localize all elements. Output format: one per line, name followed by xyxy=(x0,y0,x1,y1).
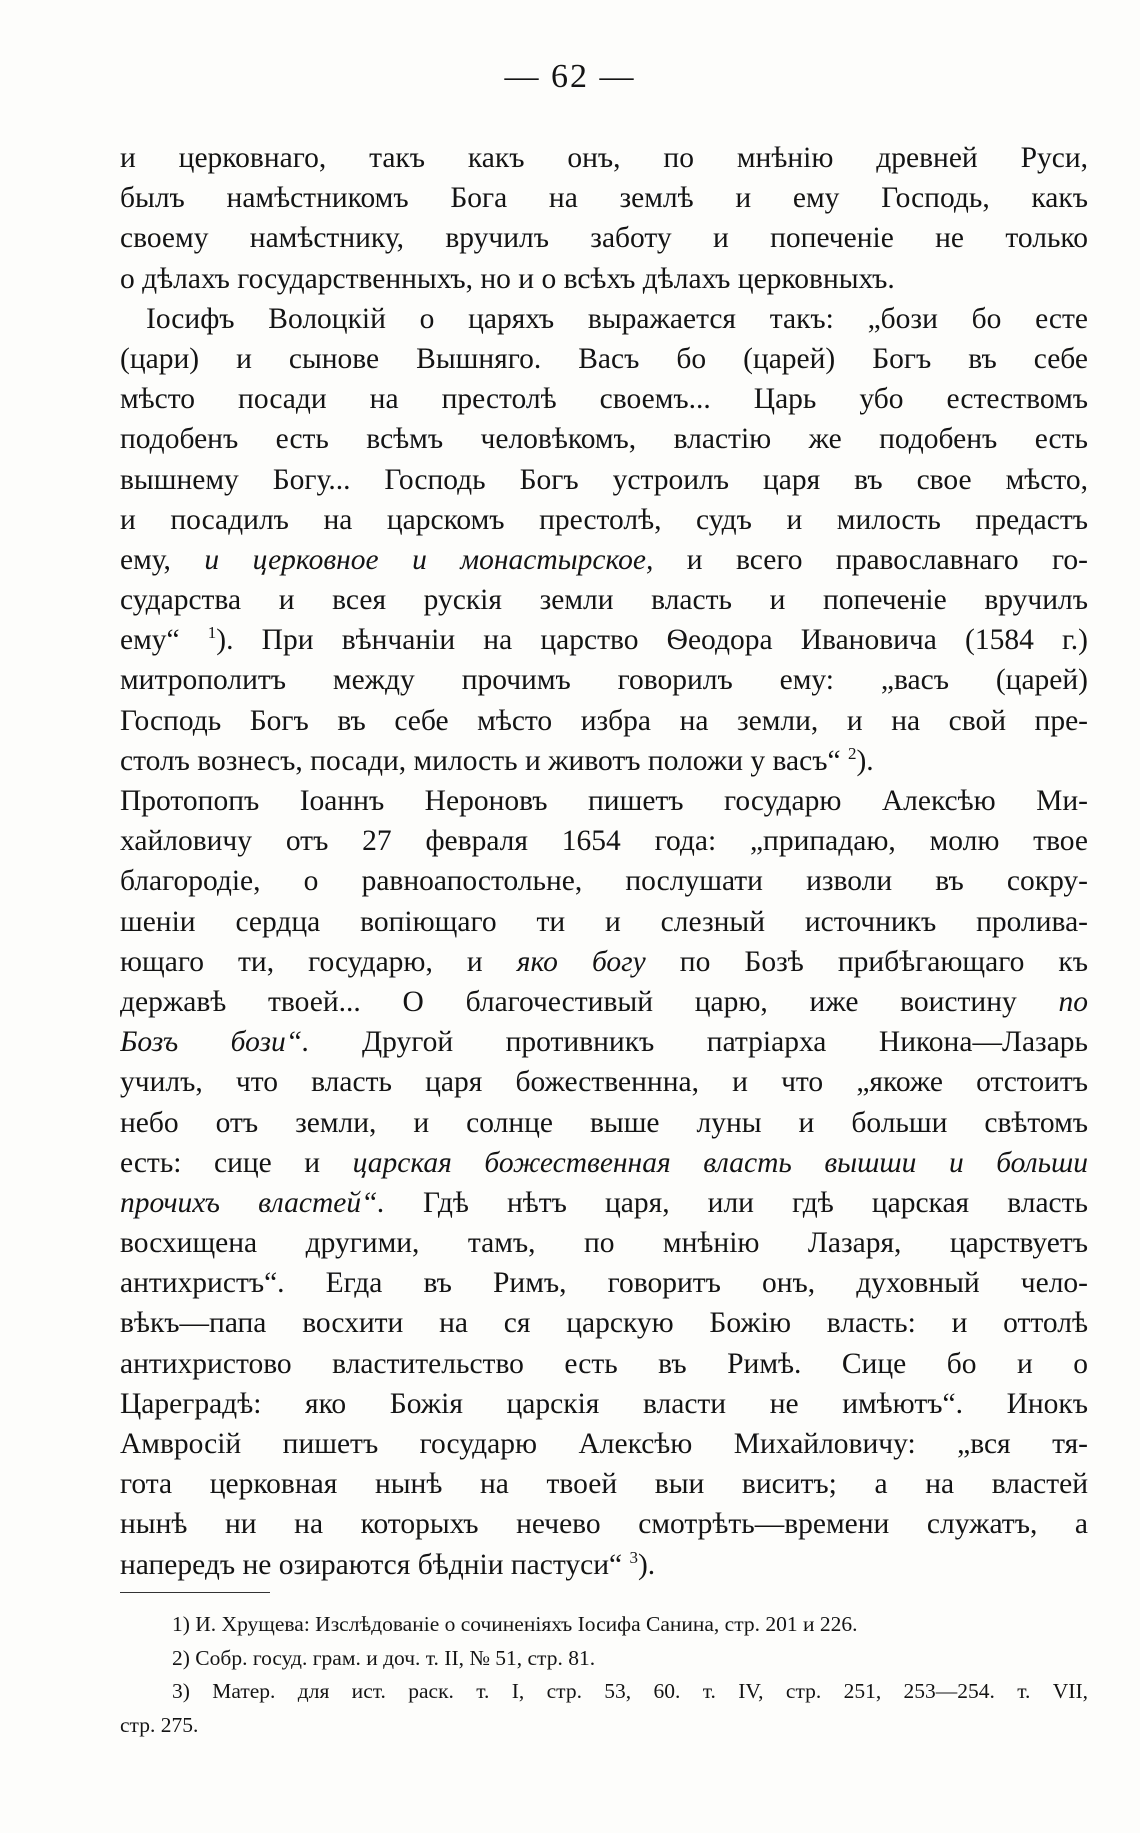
text-line xyxy=(120,419,1088,459)
line-text: ему“ xyxy=(120,624,208,657)
line-text: антихристово властительство есть въ Римѣ. Сице бо и о xyxy=(120,1347,1088,1380)
text-line xyxy=(120,942,1088,982)
line-text: благородіе, о равноапостольне, послушати изволи въ сокру- xyxy=(120,865,1088,898)
line-text: шеніи сердца вопіющаго ти и слезный источникъ пролива- xyxy=(120,905,1088,938)
line-text: митрополитъ между прочимъ говорилъ ему: „васъ (царей) xyxy=(120,664,1088,697)
line-text: напередъ не озираются бѣдніи пастуси“ xyxy=(120,1548,630,1581)
italic-text: яко богу xyxy=(516,945,646,978)
line-text: Іосифъ Волоцкій о царяхъ выражается такъ: „бози бо есте xyxy=(146,302,1088,335)
text-line xyxy=(120,500,1088,540)
text-line xyxy=(120,821,1088,861)
italic-text: и церковное и монастырское, xyxy=(204,543,654,576)
italic-text: прочихъ властей“. xyxy=(120,1186,385,1219)
page-number: — 62 — xyxy=(504,58,636,95)
text-line xyxy=(120,620,1088,660)
text-line xyxy=(120,218,1088,258)
text-line xyxy=(120,701,1088,741)
main-text xyxy=(120,138,1088,1585)
line-text: былъ намѣстникомъ Бога на землѣ и ему Господь, какъ xyxy=(120,182,1088,215)
text-line xyxy=(120,861,1088,901)
text-line xyxy=(120,339,1088,379)
text-line xyxy=(120,1263,1088,1303)
line-text: нынѣ ни на которыхъ нечево смотрѣть—времени служатъ, а xyxy=(120,1508,1088,1541)
line-text: вѣкъ—папа восхити на ся царскую Божію власть: и оттолѣ xyxy=(120,1307,1088,1340)
line-text: хайловичу отъ 27 февраля 1654 года: „припадаю, молю твое xyxy=(120,825,1088,858)
text-line xyxy=(120,660,1088,700)
line-text: Цареградѣ: яко Божія царскія власти не имѣютъ“. Инокъ xyxy=(120,1387,1088,1420)
text-line xyxy=(120,1183,1088,1223)
line-text: подобенъ есть всѣмъ человѣкомъ, властію же подобенъ есть xyxy=(120,423,1088,456)
footnote: стр. 275. xyxy=(120,1712,199,1737)
text-line xyxy=(120,580,1088,620)
text-line xyxy=(120,1303,1088,1343)
footnote-separator xyxy=(120,1592,270,1593)
text-line xyxy=(120,741,1088,781)
line-text: ). xyxy=(856,744,874,777)
footnote-ref: 3 xyxy=(629,1547,638,1567)
line-text: антихристъ“. Егда въ Римъ, говоритъ онъ, духовный чело- xyxy=(120,1267,1088,1300)
text-line xyxy=(120,299,1088,339)
footnote: 1) И. Хрущева: Изслѣдованіе о сочиненіяхъ Іосифа Санина, стр. 201 и 226. xyxy=(172,1612,858,1636)
text-line xyxy=(120,138,1088,178)
text-line xyxy=(120,1545,1088,1585)
line-text: своему намѣстнику, вручилъ заботу и попеченіе не только xyxy=(120,222,1088,255)
text-line xyxy=(120,178,1088,218)
text-line xyxy=(120,1424,1088,1464)
line-text: и церковнаго, такъ какъ онъ, по мнѣнію древней Руси, xyxy=(120,142,1088,174)
text-line xyxy=(120,1504,1088,1544)
italic-text: царская божественная власть вышши и больши xyxy=(352,1146,1088,1179)
line-text: вышнему Богу... Господь Богъ устроилъ царя въ свое мѣсто, xyxy=(120,463,1088,496)
footnotes xyxy=(120,1608,1088,1742)
line-text: державѣ твоей... О благочестивый царю, иже воистину xyxy=(120,985,1059,1018)
line-text: Протопопъ Іоаннъ Нероновъ пишетъ государю Алексѣю Ми- xyxy=(120,785,1088,817)
text-line xyxy=(120,1103,1088,1143)
footnote-ref: 1 xyxy=(207,623,217,643)
text-line xyxy=(120,781,1088,821)
line-text: ). xyxy=(637,1548,656,1581)
text-line xyxy=(120,982,1088,1022)
line-text: Господь Богъ въ себе мѣсто избра на земли, и на свой пре- xyxy=(120,704,1088,737)
line-text: столъ вознесъ, посади, милость и животъ положи у васъ“ xyxy=(120,744,848,777)
text-line xyxy=(120,259,1088,299)
line-text: восхищена другими, тамъ, по мнѣнію Лазаря, царствуетъ xyxy=(120,1227,1088,1260)
text-line xyxy=(120,902,1088,942)
italic-text: Бозъ бози“. xyxy=(120,1026,310,1059)
line-text: (цари) и сынове Вышняго. Васъ бо (царей) Богъ въ себе xyxy=(120,342,1088,375)
line-text: сударства и всея рускія земли власть и попеченіе вручилъ xyxy=(120,584,1088,617)
line-text: мѣсто посади на престолѣ своемъ... Царь убо естествомъ xyxy=(120,383,1088,416)
line-text: ). При вѣнчаніи на царство Ѳеодора Ивановича (1584 г.) xyxy=(216,624,1088,657)
line-text: небо отъ земли, и солнце выше луны и больши свѣтомъ xyxy=(120,1106,1088,1139)
line-text: Гдѣ нѣтъ царя, или гдѣ царская власть xyxy=(384,1186,1088,1219)
text-line xyxy=(120,1062,1088,1102)
line-text: о дѣлахъ государственныхъ, но и о всѣхъ дѣлахъ церковныхъ. xyxy=(120,262,895,295)
text-line xyxy=(120,540,1088,580)
footnote: 3) Матер. для ист. раск. т. I, стр. 53, 60. т. IV, стр. 251, 253—254. т. VII, xyxy=(172,1679,1088,1703)
line-text: гота церковная нынѣ на твоей выи виситъ; а на властей xyxy=(120,1468,1088,1501)
line-text: ему, xyxy=(120,543,205,576)
line-text: ющаго ти, государю, и xyxy=(120,945,517,978)
text-line xyxy=(120,379,1088,419)
text-line xyxy=(120,1143,1088,1183)
line-text: и посадилъ на царскомъ престолѣ, судъ и милость предастъ xyxy=(120,503,1088,536)
text-line xyxy=(120,1384,1088,1424)
text-line xyxy=(120,1344,1088,1384)
text-line xyxy=(120,1022,1088,1062)
line-text: Амвросій пишетъ государю Алексѣю Михайловичу: „вся тя- xyxy=(120,1428,1088,1460)
text-line xyxy=(120,1223,1088,1263)
footnote: 2) Собр. госуд. грам. и доч. т. II, № 51, стр. 81. xyxy=(172,1645,596,1670)
text-line xyxy=(120,460,1088,500)
italic-text: по xyxy=(1058,985,1088,1018)
line-text: и всего православнаго го- xyxy=(653,543,1088,576)
line-text: есть: сице и xyxy=(120,1146,353,1179)
text-line xyxy=(120,1464,1088,1504)
footnote-ref: 2 xyxy=(847,743,857,763)
line-text: училъ, что власть царя божественнна, и что „якоже отстоитъ xyxy=(120,1066,1088,1099)
line-text: Другой противникъ патріарха Никона—Лазарь xyxy=(309,1026,1088,1059)
line-text: по Бозѣ прибѣгающаго къ xyxy=(645,945,1088,978)
